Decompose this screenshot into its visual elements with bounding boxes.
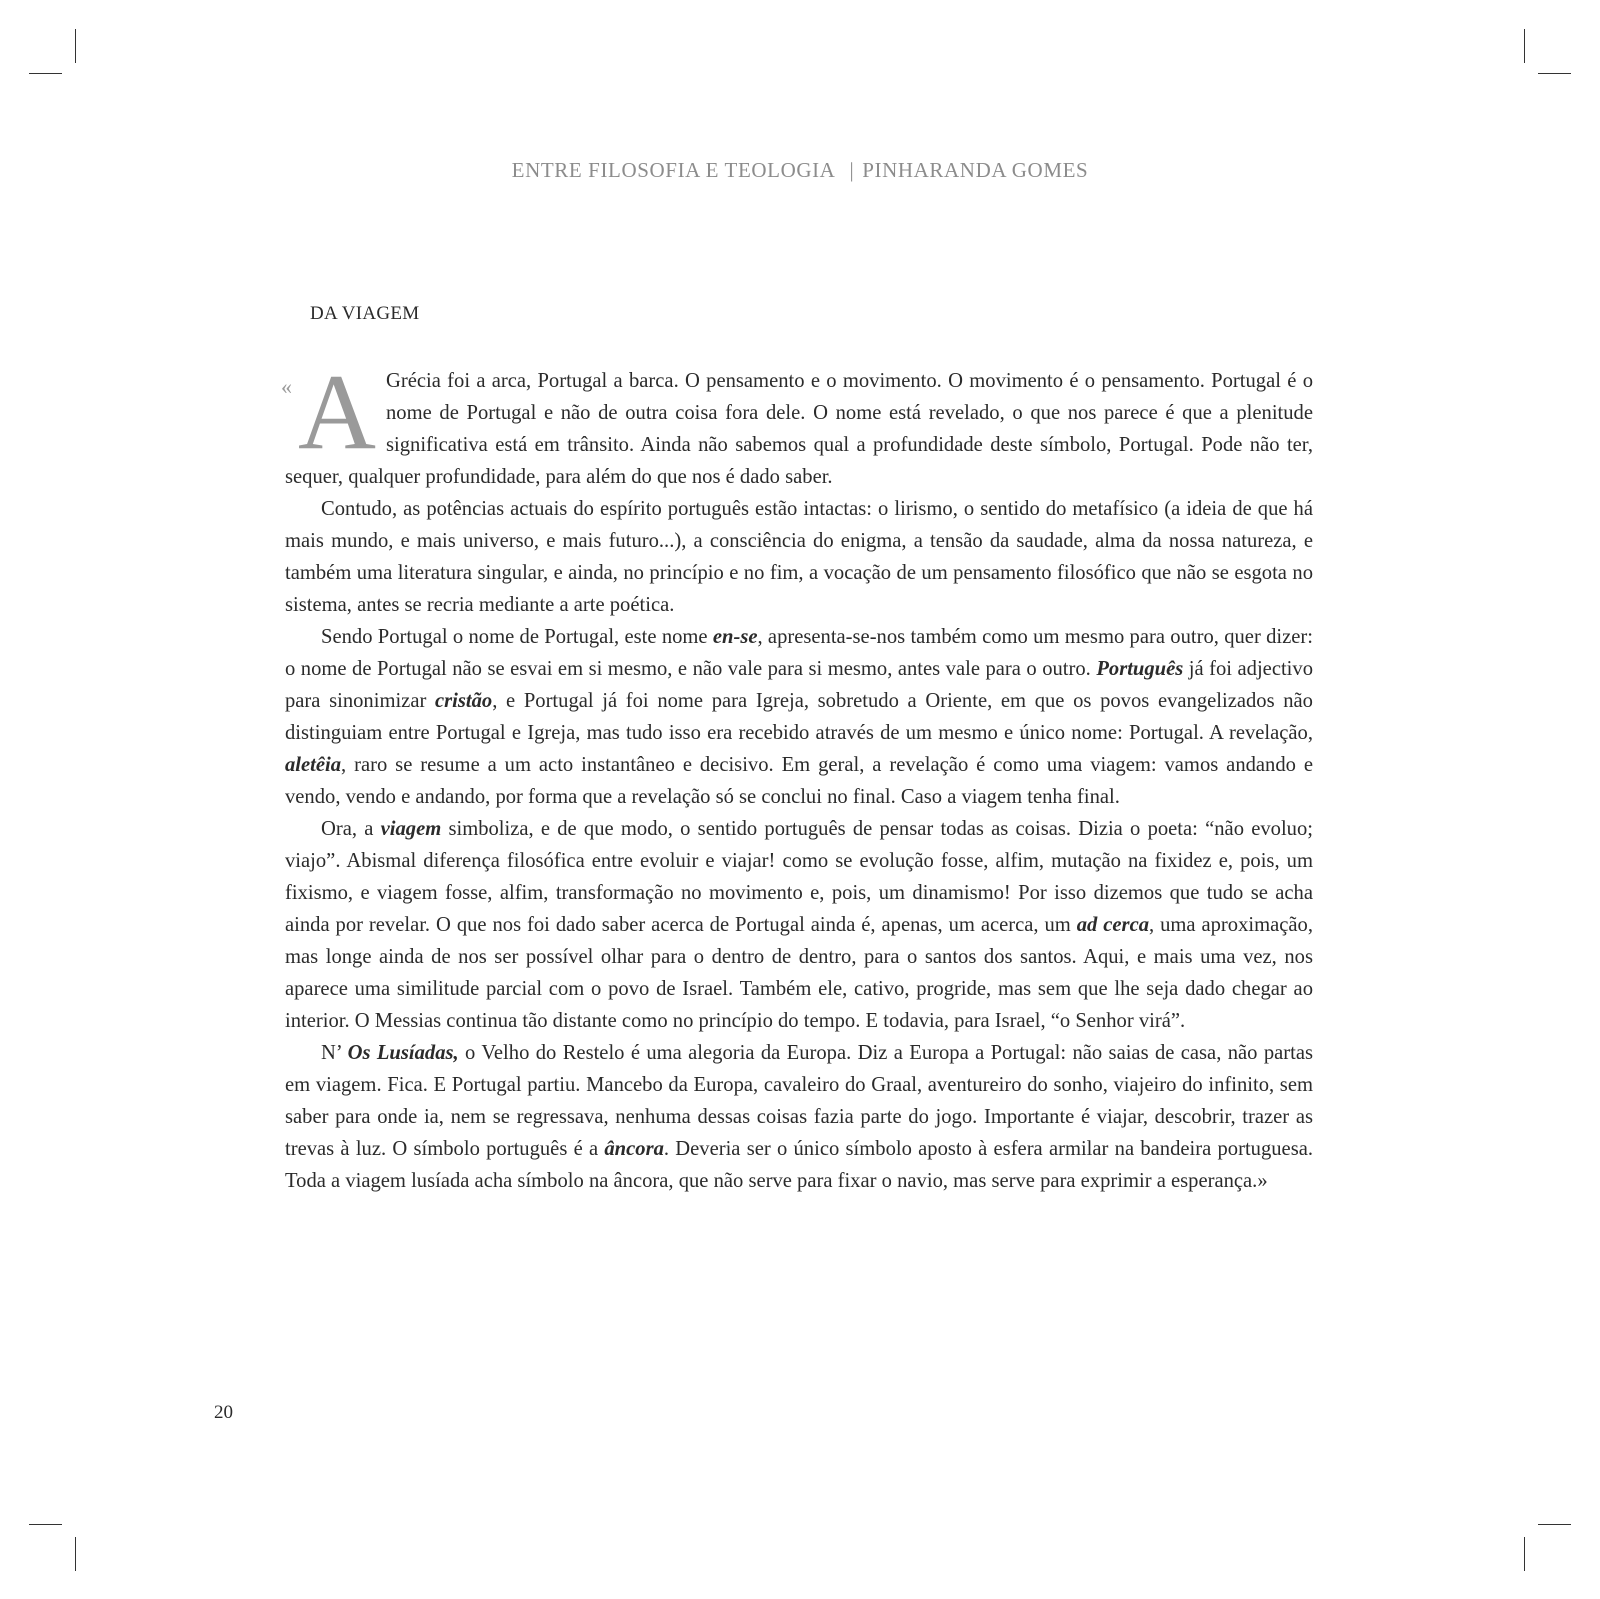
paragraph-2 [285, 493, 1313, 621]
emphasis: cristão [434, 690, 493, 712]
paragraph-4 [285, 813, 1313, 1037]
author-name: PINHARANDA GOMES [862, 158, 1089, 182]
paragraph-text: Ora, a [321, 818, 381, 840]
open-quote: « [281, 374, 292, 399]
crop-mark [1524, 29, 1525, 63]
paragraph-text: , uma aproximação, mas longe ainda de nos ser possível olhar para o dentro de dentro, para o santos dos santos. Aqui, e mais uma vez, nos aparece uma similitude parcial com o povo de Israel. Também ele, cativo, progride, mas sem que lhe seja dado chegar ao interior. O Messias continua tão distante como no princípio do tempo. E todavia, para Israel, “o Senhor virá”. [285, 914, 1313, 1032]
paragraph-5 [285, 1037, 1313, 1197]
paragraph-text: Grécia foi a arca, Portugal a barca. O pensamento e o movimento. O movimento é o pensamento. Portugal é o nome de Portugal e não de outra coisa fora dele. O nome está revelado, o que nos parece é que a plenitude significativa está em trânsito. Ainda não sabemos qual a profundidade deste símbolo, Portugal. Pode não ter, sequer, qualquer profundidade, para além do que nos é dado saber. [285, 370, 1313, 488]
crop-mark [1538, 1524, 1571, 1525]
paragraph-text: Contudo, as potências actuais do espírito português estão intactas: o lirismo, o sentido do metafísico (a ideia de que há mais mundo, e mais universo, e mais futuro...), a consciência do enigma, a tensão da saudade, alma da nossa natureza, e também uma literatura singular, e ainda, no princípio e no fim, a vocação de um pensamento filosófico que não se esgota no sistema, antes se recria mediante a arte poética. [285, 498, 1313, 616]
emphasis: aletêia [285, 754, 342, 776]
paragraph-text: já foi adjectivo para sinonimizar [285, 658, 1313, 712]
running-head [0, 158, 1600, 183]
paragraph-3 [285, 621, 1313, 813]
paragraph-text: simboliza, e de que modo, o sentido português de pensar todas as coisas. Dizia o poeta: “não evoluo; viajo”. Abismal diferença filosófica entre evoluir e viajar! como se evolução fosse, alfim, mutação na fixidez e, pois, um fixismo, e viagem fosse, alfim, transformação no movimento e, pois, um dinamismo! Por isso dizemos que tudo se acha ainda por revelar. O que nos foi dado saber acerca de Portugal ainda é, apenas, um acerca, um [285, 818, 1313, 936]
paragraph-1 [281, 353, 1313, 493]
paragraph-text: , raro se resume a um acto instantâneo e decisivo. Em geral, a revelação é como uma viagem: vamos andando e vendo, vendo e andando, por forma que a revelação só se conclui no final. Caso a viagem tenha final. [285, 754, 1313, 808]
book-title: ENTRE FILOSOFIA E TEOLOGIA [511, 158, 836, 182]
section-title: DA VIAGEM [310, 303, 420, 324]
emphasis: âncora [604, 1138, 664, 1160]
paragraph-text: N’ [321, 1042, 348, 1064]
emphasis: viagem [380, 818, 442, 840]
crop-mark [75, 1537, 76, 1571]
page-number: 20 [214, 1402, 233, 1423]
crop-mark [75, 29, 76, 63]
paragraph-text: , e Portugal já foi nome para Igreja, sobretudo a Oriente, em que os povos evangelizados não distinguiam entre Portugal e Igreja, mas tudo isso era recebido através de um mesmo e único nome: Portugal. A revelação, [285, 690, 1313, 744]
emphasis: ad cerca [1076, 914, 1150, 936]
paragraph-text: . Deveria ser o único símbolo aposto à esfera armilar na bandeira portuguesa. Toda a viagem lusíada acha símbolo na âncora, que não serve para fixar o navio, mas serve para exprimir a esperança.» [285, 1138, 1313, 1192]
paragraph-text: , apresenta-se-nos também como um mesmo para outro, quer dizer: o nome de Portugal não se esvai em si mesmo, e não vale para si mesmo, antes vale para o outro. [285, 626, 1313, 680]
body-text [281, 353, 1313, 1197]
crop-mark [29, 73, 62, 74]
paragraph-text: o Velho do Restelo é uma alegoria da Europa. Diz a Europa a Portugal: não saias de casa, não partas em viagem. Fica. E Portugal partiu. Mancebo da Europa, cavaleiro do Graal, aventureiro do sonho, viajeiro do infinito, sem saber para onde ia, nem se regressava, nenhuma dessas coisas fazia parte do jogo. Importante é viajar, descobrir, trazer as trevas à luz. O símbolo português é a [285, 1042, 1313, 1160]
emphasis: Os Lusíadas, [347, 1042, 459, 1064]
emphasis: en-se [712, 626, 758, 648]
drop-cap: A [298, 353, 376, 472]
crop-mark [29, 1524, 62, 1525]
header-separator: | [849, 158, 855, 182]
emphasis: Português [1096, 658, 1184, 680]
crop-mark [1524, 1537, 1525, 1571]
paragraph-text: Sendo Portugal o nome de Portugal, este nome [321, 626, 713, 648]
crop-mark [1538, 73, 1571, 74]
